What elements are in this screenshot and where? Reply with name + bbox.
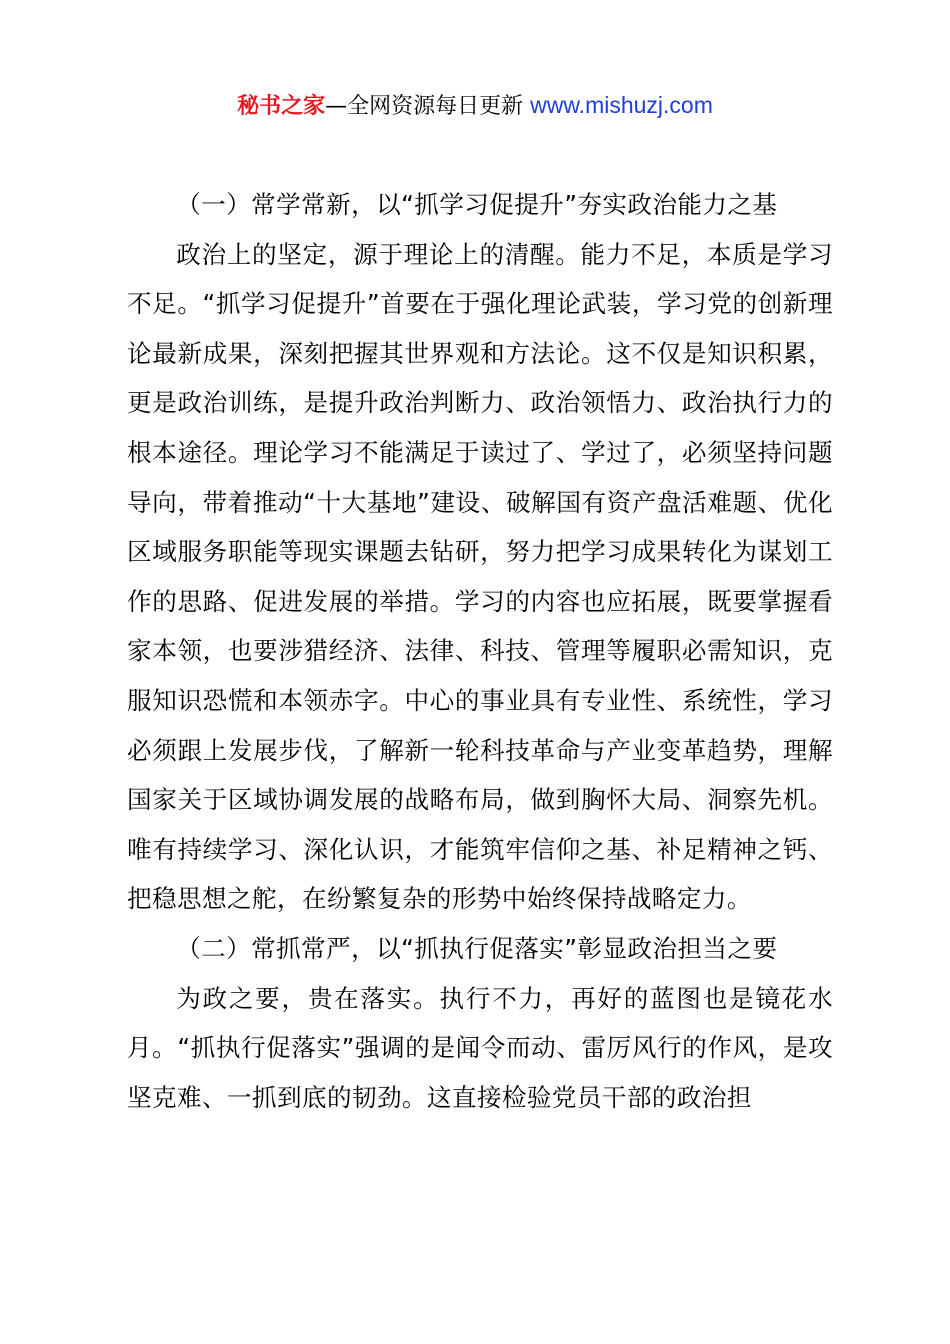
site-url-link[interactable]: www.mishuzj.com [530,92,713,118]
document-body [127,180,833,1122]
page-header [0,88,950,124]
brand-name: 秘书之家 [237,94,326,119]
section-paragraph-2: 为政之要，贵在落实。执行不力，再好的蓝图也是镜花水月。“抓执行促落实”强调的是闻令而动、雷厉风行的作风，是攻坚克难、一抓到底的韧劲。这直接检验党员干部的政治担 [127,983,833,1112]
section-heading-1: （一）常学常新，以“抓学习促提升”夯实政治能力之基 [176,190,778,219]
section-paragraph-1: 政治上的坚定，源于理论上的清醒。能力不足，本质是学习不足。“抓学习促提升”首要在于强化理论武装，学习党的创新理论最新成果，深刻把握其世界观和方法论。这不仅是知识积累，更是政治训练，是提升政治判断力、政治领悟力、政治执行力的根本途径。理论学习不能满足于读过了、学过了，必须坚持问题导向，带着推动“十大基地”建设、破解国有资产盘活难题、优化区域服务职能等现实课题去钻研，努力把学习成果转化为谋划工作的思路、促进发展的举措。学习的内容也应拓展，既要掌握看家本领，也要涉猎经济、法律、科技、管理等履职必需知识，克服知识恐慌和本领赤字。中心的事业具有专业性、系统性，学习必须跟上发展步伐，了解新一轮科技革命与产业变革趋势，理解国家关于区域协调发展的战略布局，做到胸怀大局、洞察先机。唯有持续学习、深化认识，才能筑牢信仰之基、补足精神之钙、把稳思想之舵，在纷繁复杂的形势中始终保持战略定力。 [127,239,833,914]
section-heading-2: （二）常抓常严，以“抓执行促落实”彰显政治担当之要 [176,933,778,963]
header-tagline: —全网资源每日更新 [325,94,524,119]
